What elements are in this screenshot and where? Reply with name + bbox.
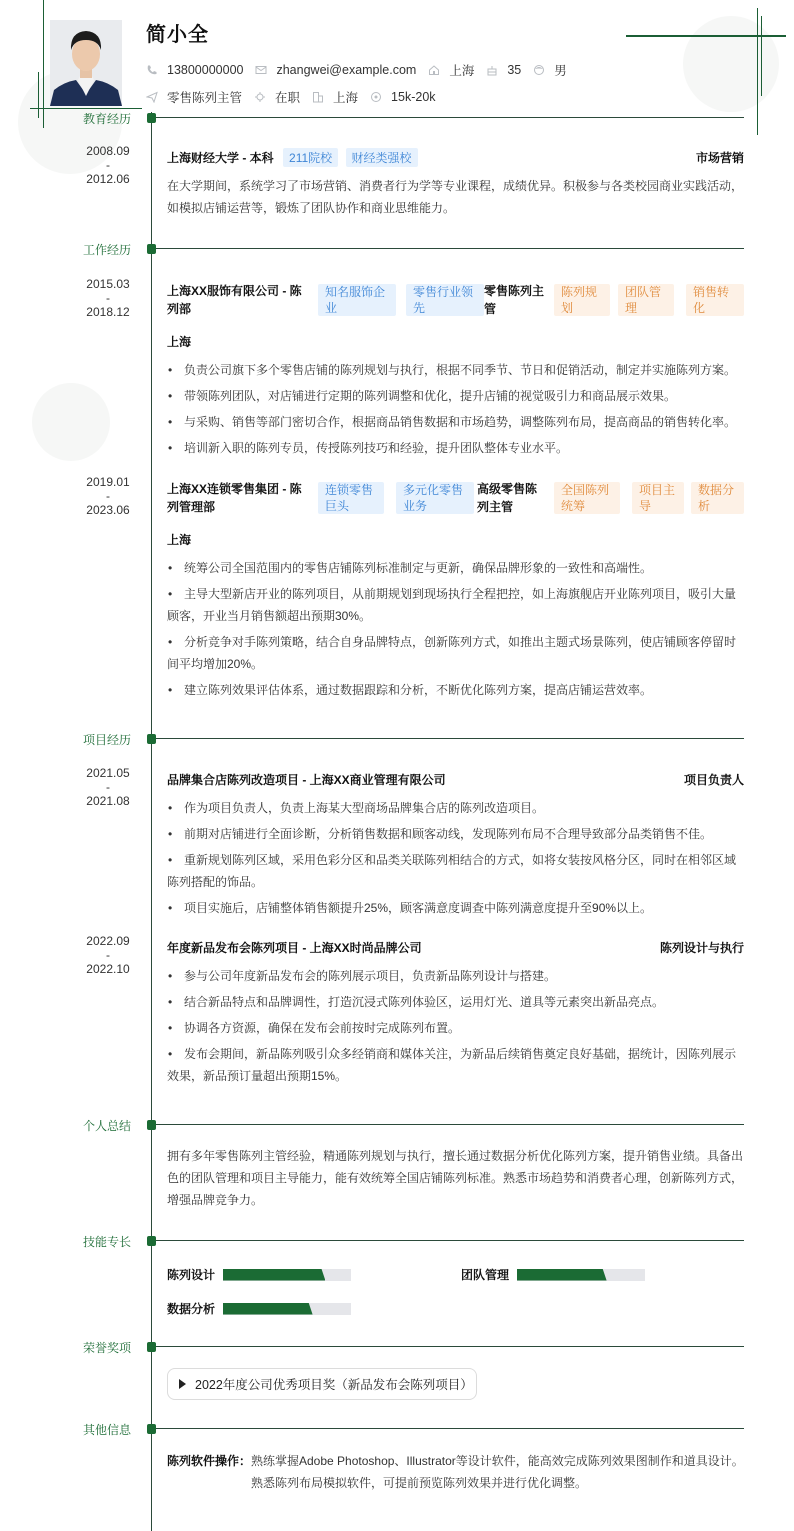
- skill-bar: [517, 1269, 645, 1281]
- list-item: • 分析竞争对手陈列策略，结合自身品牌特点，创新陈列方式，如推出主题式场景陈列，使店铺顾客停留时间平均增加20%。: [167, 631, 744, 675]
- section-divider: [156, 1346, 744, 1347]
- position-title: 零售陈列主管: [484, 284, 545, 316]
- job-intent-item: 零售陈列主管: [146, 88, 242, 106]
- other-info-item: [167, 1450, 744, 1494]
- project-bullets: [167, 965, 744, 1091]
- skill-tag: 全国陈列统筹: [554, 482, 620, 514]
- school-name: 上海财经大学 - 本科: [167, 151, 274, 165]
- skill-tag: 项目主导: [632, 482, 684, 514]
- building-icon: [312, 91, 324, 103]
- award-text: 2022年度公司优秀项目奖（新品发布会陈列项目）: [195, 1378, 473, 1392]
- section-title: 个人总结: [82, 1119, 131, 1133]
- timeline-node: [147, 1342, 156, 1352]
- project-bullets: [167, 797, 744, 923]
- date-range: 2019.01 - 2023.06: [86, 475, 130, 517]
- work-location: 上海: [167, 335, 192, 349]
- list-item: • 重新规划陈列区域，采用色彩分区和品类关联陈列相结合的方式，如将女装按风格分区，同时在相邻区域陈列搭配的饰品。: [167, 849, 744, 893]
- city-item: 上海: [428, 61, 474, 79]
- date-range: 2008.09 - 2012.06: [86, 144, 130, 186]
- skill-tag: 销售转化: [686, 284, 744, 316]
- gender-icon: [533, 64, 545, 76]
- skill-tag: 团队管理: [618, 284, 674, 316]
- work-entry-header: [167, 480, 744, 516]
- section-education: [0, 110, 794, 126]
- work-bullets: [167, 557, 744, 705]
- company-tag: 多元化零售业务: [396, 482, 474, 514]
- section-title: 工作经历: [82, 243, 131, 257]
- other-info-text: 熟练掌握Adobe Photoshop、Illustrator等设计软件，能高效完成陈列效果图制作和道具设计。熟悉陈列布局模拟软件，可提前预览陈列效果并进行优化调整。: [251, 1454, 744, 1490]
- section-divider: [156, 248, 744, 249]
- work-location: 上海: [167, 533, 192, 547]
- decorative-circle: [32, 383, 110, 461]
- skill-name: 数据分析: [167, 1302, 216, 1316]
- list-item: • 结合新品特点和品牌调性，打造沉浸式陈列体验区，运用灯光、道具等元素突出新品亮点。: [167, 991, 744, 1013]
- section-title: 其他信息: [82, 1423, 131, 1437]
- skill-bar: [223, 1269, 351, 1281]
- intent-row: [146, 88, 448, 106]
- job-status-item: 在职: [254, 88, 300, 106]
- section-awards: [0, 1339, 794, 1355]
- timeline-node: [147, 734, 156, 744]
- avatar: [50, 20, 122, 106]
- phone-icon: [146, 64, 158, 76]
- company-tag: 零售行业领先: [406, 284, 484, 316]
- list-item: • 协调各方资源，确保在发布会前按时完成陈列布置。: [167, 1017, 744, 1039]
- section-title: 技能专长: [82, 1235, 131, 1249]
- award-item[interactable]: [167, 1368, 477, 1400]
- timeline-line: [151, 112, 152, 1531]
- date-range: 2015.03 - 2018.12: [86, 277, 130, 319]
- timeline-node: [147, 1424, 156, 1434]
- list-item: • 参与公司年度新品发布会的陈列展示项目，负责新品陈列设计与搭建。: [167, 965, 744, 987]
- school-tag: 211院校: [283, 148, 338, 167]
- list-item: • 建立陈列效果评估体系，通过数据跟踪和分析，不断优化陈列方案，提高店铺运营效率。: [167, 679, 744, 701]
- salary-icon: [370, 91, 382, 103]
- skill-bar-fill: [517, 1269, 607, 1281]
- list-item: • 前期对店铺进行全面诊断，分析销售数据和顾客动线，发现陈列布局不合理导致部分品类销售不佳。: [167, 823, 744, 845]
- position-title: 高级零售陈列主管: [477, 482, 538, 514]
- skill-item: [167, 1300, 351, 1317]
- section-other: [0, 1421, 794, 1437]
- skill-name: 陈列设计: [167, 1268, 216, 1282]
- major: 市场营销: [695, 151, 744, 165]
- mail-icon: [255, 64, 267, 76]
- section-divider: [156, 1240, 744, 1241]
- list-item: • 作为项目负责人，负责上海某大型商场品牌集合店的陈列改造项目。: [167, 797, 744, 819]
- summary-text: 拥有多年零售陈列主管经验，精通陈列规划与执行，擅长通过数据分析优化陈列方案，提升销售业绩。具备出色的团队管理和项目主导能力，能有效统筹全国店铺陈列标准。熟悉市场趋势和消费者心理，创新陈列方式，增强品牌竞争力。: [167, 1149, 744, 1207]
- company-name: 上海XX连锁零售集团 - 陈列管理部: [167, 482, 302, 514]
- skill-tag: 陈列规划: [554, 284, 610, 316]
- company-tag: 连锁零售巨头: [318, 482, 384, 514]
- age-item: 35: [486, 63, 521, 77]
- project-title: 品牌集合店陈列改造项目 - 上海XX商业管理有限公司: [167, 773, 446, 787]
- work-bullets: [167, 359, 744, 463]
- list-item: • 培训新入职的陈列专员，传授陈列技巧和经验，提升团队整体专业水平。: [167, 437, 744, 459]
- skill-bar: [223, 1303, 351, 1315]
- skill-tag: 数据分析: [691, 482, 744, 514]
- intent-city-item: 上海: [312, 88, 358, 106]
- project-role: 陈列设计与执行: [659, 941, 744, 955]
- section-divider: [156, 738, 744, 739]
- email-item: zhangwei@example.com: [255, 63, 416, 77]
- section-skills: [0, 1233, 794, 1249]
- skill-bar-fill: [223, 1303, 313, 1315]
- timeline-node: [147, 113, 156, 123]
- other-info-label: 陈列软件操作：: [167, 1454, 252, 1468]
- section-summary: [0, 1117, 794, 1133]
- list-item: • 统筹公司全国范围内的零售店铺陈列标准制定与更新，确保品牌形象的一致性和高端性。: [167, 557, 744, 579]
- gender-item: 男: [533, 61, 567, 79]
- timeline-node: [147, 244, 156, 254]
- company-name: 上海XX服饰有限公司 - 陈列部: [167, 284, 302, 316]
- candidate-name: 简小全: [146, 24, 209, 46]
- section-title: 荣誉奖项: [82, 1341, 131, 1355]
- company-tag: 知名服饰企业: [318, 284, 396, 316]
- phone-item: 13800000000: [146, 63, 243, 77]
- triangle-right-icon: [179, 1379, 186, 1389]
- status-icon: [254, 91, 266, 103]
- skill-item: [167, 1266, 351, 1283]
- section-work: [0, 241, 794, 257]
- education-description: 在大学期间，系统学习了市场营销、消费者行为学等专业课程，成绩优异。积极参与各类校园商业实践活动，如模拟店铺运营等，锻炼了团队协作和商业思维能力。: [167, 179, 744, 215]
- section-title: 项目经历: [82, 733, 131, 747]
- salary-item: 15k-20k: [370, 90, 435, 104]
- skill-item: [461, 1266, 645, 1283]
- project-role: 项目负责人: [683, 773, 744, 787]
- date-range: 2021.05 - 2021.08: [86, 766, 130, 808]
- skill-bar-fill: [223, 1269, 325, 1281]
- list-item: • 负责公司旗下多个零售店铺的陈列规划与执行，根据不同季节、节日和促销活动，制定并实施陈列方案。: [167, 359, 744, 381]
- timeline-node: [147, 1236, 156, 1246]
- timeline-node: [147, 1120, 156, 1130]
- work-entry-header: [167, 282, 744, 318]
- resume-header: [0, 0, 794, 112]
- list-item: • 与采购、销售等部门密切合作，根据商品销售数据和市场趋势，调整陈列布局，提高商品的销售转化率。: [167, 411, 744, 433]
- section-divider: [156, 117, 744, 118]
- send-icon: [146, 91, 158, 103]
- section-divider: [156, 1124, 744, 1125]
- list-item: • 发布会期间，新品陈列吸引众多经销商和媒体关注，为新品后续销售奠定良好基础，据统计，因陈列展示效果，新品预订量超出预期15%。: [167, 1043, 744, 1087]
- skill-name: 团队管理: [461, 1268, 510, 1282]
- section-projects: [0, 731, 794, 747]
- home-icon: [428, 64, 440, 76]
- list-item: • 带领陈列团队，对店铺进行定期的陈列调整和优化，提升店铺的视觉吸引力和商品展示效果。: [167, 385, 744, 407]
- age-icon: [486, 64, 498, 76]
- section-title: 教育经历: [82, 112, 131, 126]
- list-item: • 项目实施后，店铺整体销售额提升25%，顾客满意度调查中陈列满意度提升至90%以上。: [167, 897, 744, 919]
- contact-row: [146, 61, 579, 79]
- list-item: • 主导大型新店开业的陈列项目，从前期规划到现场执行全程把控，如上海旗舰店开业陈列项目，吸引大量顾客，开业当月销售额超出预期30%。: [167, 583, 744, 627]
- section-divider: [156, 1428, 744, 1429]
- project-title: 年度新品发布会陈列项目 - 上海XX时尚品牌公司: [167, 941, 422, 955]
- date-range: 2022.09 - 2022.10: [86, 934, 130, 976]
- education-entry-title: [167, 148, 418, 167]
- school-tag: 财经类强校: [346, 148, 418, 167]
